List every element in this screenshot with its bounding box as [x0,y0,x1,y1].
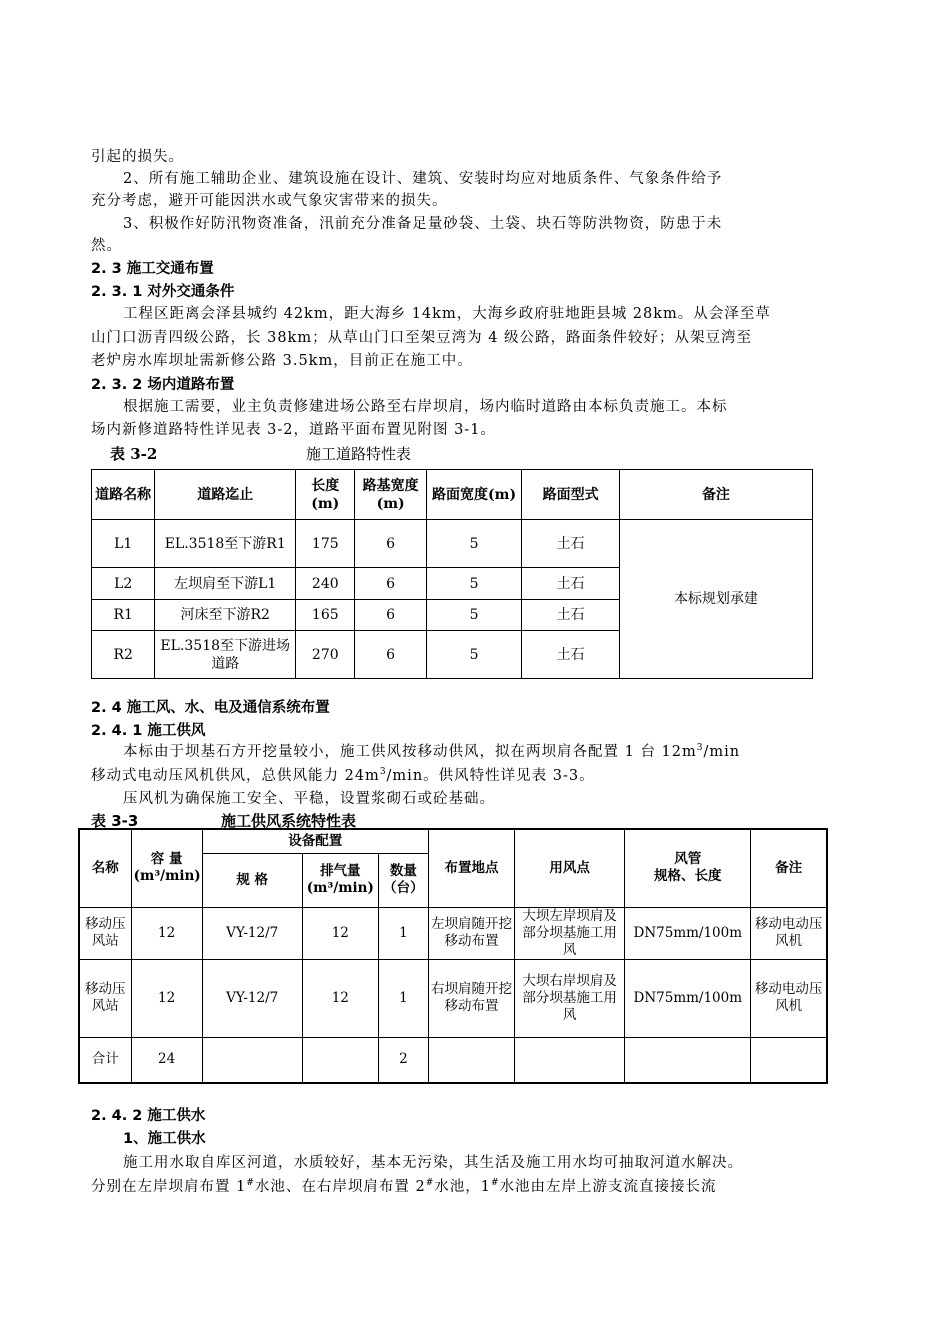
cell-name: 移动压风站 [79,959,131,1037]
header-pipe-label: 风管 [674,851,702,868]
cell-empty [625,1037,751,1083]
cell-route: 左坝肩至下游L1 [155,568,296,600]
header-remark: 备注 [751,829,827,907]
paragraph-text [91,1176,717,1198]
header-qty: 数量（台） [378,853,428,907]
table-row [79,907,827,959]
cell-qty: 1 [378,907,428,959]
header-subgrade-width: 路基宽度(m) [355,470,426,520]
paragraph-text: 充分考虑，避开可能因洪水或气象灾害带来的损失。 [91,193,448,209]
text-run: 水池由左岸上游支流直接接长流 [499,1179,717,1195]
cell-capacity: 12 [131,959,202,1037]
cell-road-name: R1 [92,600,155,631]
text-run: /min [703,744,741,760]
paragraph-text: 根据施工需要，业主负责修建进场公路至右岸坝肩，场内临时道路由本标负责施工。本标 [123,399,728,415]
header-exhaust-unit: (m³/min) [306,880,374,896]
cell-type: 土石 [522,600,620,631]
superscript: # [425,1178,435,1189]
section-heading: 2. 3 施工交通布置 [91,261,214,277]
header-pavement-type: 路面型式 [522,470,620,520]
paragraph-text: 3、积极作好防汛物资准备，汛前充分准备足量砂袋、土袋、块石等防洪物资，防患于未 [123,216,723,232]
text-run: 分别在左岸坝肩布置 1 [91,1179,247,1195]
cell-subgrade: 6 [355,631,426,679]
cell-name: 移动压风站 [79,907,131,959]
cell-empty [751,1037,827,1083]
table-row [92,520,813,568]
cell-type: 土石 [522,568,620,600]
cell-spec: VY-12/7 [202,959,302,1037]
header-capacity-unit: (m³/min) [133,868,201,885]
cell-subgrade: 6 [355,520,426,568]
header-location: 布置地点 [428,829,514,907]
table-row [79,959,827,1037]
section-heading: 2. 4 施工风、水、电及通信系统布置 [91,700,330,716]
cell-road-name: L2 [92,568,155,600]
superscript: # [491,1178,500,1189]
cell-remark: 移动电动压风机 [751,959,827,1037]
cell-route: EL.3518至下游进场道路 [155,631,296,679]
cell-route: EL.3518至下游R1 [155,520,296,568]
cell-exhaust: 12 [302,959,378,1037]
header-spec: 规 格 [202,853,302,907]
text-run: /min。供风特性详见表 3-3。 [386,768,595,784]
header-usage: 用风点 [515,829,625,907]
cell-location: 右坝肩随开挖移动布置 [428,959,514,1037]
cell-remark: 移动电动压风机 [751,907,827,959]
cell-road-name: R2 [92,631,155,679]
air-supply-table [78,828,828,1084]
cell-remark: 本标规划承建 [619,520,812,679]
header-capacity [131,829,202,907]
cell-spec: VY-12/7 [202,907,302,959]
header-name: 名称 [79,829,131,907]
cell-usage: 大坝右岸坝肩及部分坝基施工用风 [515,959,625,1037]
cell-pipe: DN75mm/100m [625,907,751,959]
subsection-heading: 1、施工供水 [123,1131,206,1147]
superscript: 3 [379,767,387,778]
header-length: 长度(m) [296,470,355,520]
cell-empty [202,1037,302,1083]
header-remark: 备注 [619,470,812,520]
text-run: 移动式电动压风机供风，总供风能力 24m [91,768,380,784]
cell-total-capacity: 24 [131,1037,202,1083]
cell-empty [302,1037,378,1083]
cell-total-label: 合计 [79,1037,131,1083]
section-heading: 2. 3. 2 场内道路布置 [91,377,235,393]
cell-total-qty: 2 [378,1037,428,1083]
cell-pavement: 5 [426,520,522,568]
section-heading: 2. 3. 1 对外交通条件 [91,284,235,300]
header-exhaust [302,853,378,907]
text-run: 本标由于坝基石方开挖量较小，施工供风按移动供风，拟在两坝肩各配置 1 台 12m [123,744,697,760]
text-run: 水池，1 [434,1179,492,1195]
header-road-name: 道路名称 [92,470,155,520]
header-equipment: 设备配置 [202,829,428,853]
cell-pipe: DN75mm/100m [625,959,751,1037]
paragraph-text: 然。 [91,238,122,254]
header-capacity-label: 容 量 [150,851,183,868]
table-label: 表 3-2 [110,445,158,463]
paragraph-text: 场内新修道路特性详见表 3-2，道路平面布置见附图 3-1。 [91,422,496,438]
text-run: 水池、在右岸坝肩布置 2 [254,1179,426,1195]
paragraph-text: 2、所有施工辅助企业、建筑设施在设计、建筑、安装时均应对地质条件、气象条件给予 [123,171,723,187]
paragraph-text: 老炉房水库坝址需新修公路 3.5km，目前正在施工中。 [91,353,473,369]
section-heading: 2. 4. 2 施工供水 [91,1108,206,1124]
superscript: 3 [696,743,704,754]
header-pavement-width: 路面宽度(m) [426,470,522,520]
superscript: # [246,1178,255,1189]
cell-subgrade: 6 [355,568,426,600]
cell-location: 左坝肩随开挖移动布置 [428,907,514,959]
cell-type: 土石 [522,631,620,679]
paragraph-text: 压风机为确保施工安全、平稳，设置浆砌石或砼基础。 [123,791,495,807]
cell-length: 165 [296,600,355,631]
cell-pavement: 5 [426,631,522,679]
cell-capacity: 12 [131,907,202,959]
paragraph-text [123,741,740,763]
cell-type: 土石 [522,520,620,568]
paragraph-text [91,765,595,787]
cell-subgrade: 6 [355,600,426,631]
cell-road-name: L1 [92,520,155,568]
table-title: 施工道路特性表 [306,445,412,463]
cell-pavement: 5 [426,568,522,600]
cell-empty [515,1037,625,1083]
cell-qty: 1 [378,959,428,1037]
table-row-total [79,1037,827,1083]
paragraph-text: 工程区距离会泽县城约 42km，距大海乡 14km，大海乡政府驻地距县城 28km。从会泽至草 [123,306,771,322]
cell-length: 270 [296,631,355,679]
cell-exhaust: 12 [302,907,378,959]
table-title: 施工供风系统特性表 [221,812,357,830]
cell-pavement: 5 [426,600,522,631]
table-label: 表 3-3 [91,812,139,830]
cell-empty [428,1037,514,1083]
paragraph-text: 山门口沥青四级公路，长 38km；从草山门口至架豆湾为 4 级公路，路面条件较好；从架豆湾至 [91,330,753,346]
header-exhaust-label: 排气量 [320,863,361,879]
header-pipe [625,829,751,907]
header-route: 道路迄止 [155,470,296,520]
road-characteristics-table [91,469,813,679]
paragraph-text: 施工用水取自库区河道，水质较好，基本无污染，其生活及施工用水均可抽取河道水解决。 [123,1155,743,1171]
paragraph-text: 引起的损失。 [91,149,184,165]
cell-length: 175 [296,520,355,568]
header-pipe-spec: 规格、长度 [654,868,722,885]
section-heading: 2. 4. 1 施工供风 [91,723,206,739]
cell-length: 240 [296,568,355,600]
cell-usage: 大坝左岸坝肩及部分坝基施工用风 [515,907,625,959]
cell-route: 河床至下游R2 [155,600,296,631]
